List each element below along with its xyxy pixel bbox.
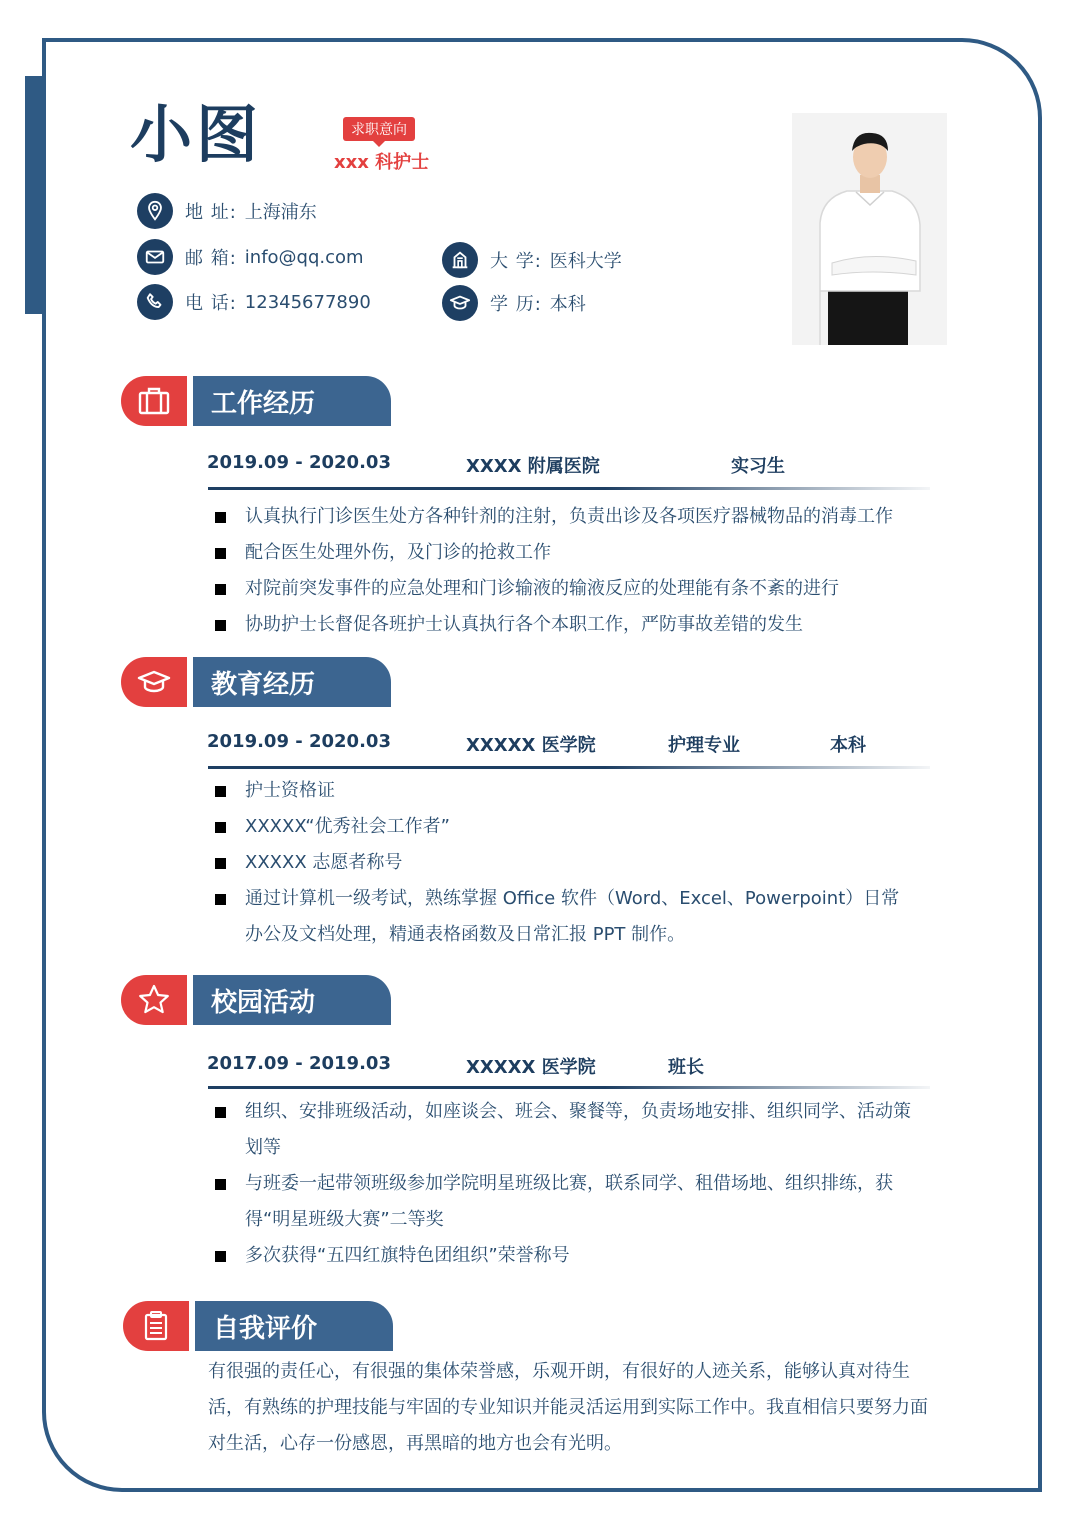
location-pin-icon [137, 193, 173, 229]
intent-value: xxx 科护士 [334, 152, 430, 173]
degree-value: 本科 [549, 294, 586, 315]
education-degree: 本科 [830, 735, 866, 756]
address-value: 上海浦东 [244, 202, 317, 223]
education-major: 护理专业 [668, 735, 740, 756]
campus-period: 2017.09 - 2019.03 [207, 1053, 391, 1074]
list-item: 协助护士长督促各班护士认真执行各个本职工作，严防事故差错的发生 [212, 607, 932, 643]
work-divider [208, 487, 930, 490]
contact-email [137, 239, 364, 275]
email-value: info@qq.com [244, 246, 364, 268]
building-icon [442, 242, 478, 278]
intent-tag: 求职意向 [343, 117, 415, 141]
work-period: 2019.09 - 2020.03 [207, 452, 391, 473]
degree-label: 学 历: [490, 294, 542, 315]
work-list [212, 499, 932, 643]
education-divider [208, 766, 930, 769]
campus-role: 班长 [668, 1057, 704, 1078]
list-item: 通过计算机一级考试，熟练掌握 Office 软件（Word、Excel、Powerpoint）日常办公及文档处理，精通表格函数及日常汇报 PPT 制作。 [212, 881, 912, 953]
university-value: 医科大学 [549, 251, 622, 272]
phone-icon [137, 284, 173, 320]
list-item: 组织、安排班级活动，如座谈会、班会、聚餐等，负责场地安排、组织同学、活动策划等 [212, 1094, 912, 1166]
section-campus-title: 校园活动 [191, 975, 391, 1025]
profile-photo [792, 113, 947, 345]
education-period: 2019.09 - 2020.03 [207, 731, 391, 752]
campus-school: XXXXX 医学院 [466, 1057, 596, 1078]
left-accent-bar [25, 76, 43, 314]
clipboard-icon [139, 1309, 173, 1343]
candidate-name: 小图 [130, 98, 263, 171]
section-education-title: 教育经历 [191, 657, 391, 707]
work-role: 实习生 [731, 456, 785, 477]
email-label: 邮 箱: [185, 248, 237, 269]
briefcase-icon [137, 384, 171, 418]
list-item: 多次获得“五四红旗特色团组织”荣誉称号 [212, 1238, 912, 1274]
contact-university [442, 242, 622, 278]
work-org: XXXX 附属医院 [466, 456, 600, 477]
self-evaluation-text: 有很强的责任心，有很强的集体荣誉感，乐观开朗，有很好的人迹关系，能够认真对待生活，有熟练的护理技能与牢固的专业知识并能灵活运用到实际工作中。我直相信只要努力面对生活，心存一份感恩，再黑暗的地方也会有光明。 [208, 1361, 928, 1454]
list-item: XXXXX“优秀社会工作者” [212, 809, 912, 845]
star-icon [137, 983, 171, 1017]
phone-label: 电 话: [185, 293, 237, 314]
list-item: 配合医生处理外伤，及门诊的抢救工作 [212, 535, 932, 571]
list-item: 对院前突发事件的应急处理和门诊输液的输液反应的处理能有条不紊的进行 [212, 571, 932, 607]
contact-address [137, 193, 317, 229]
education-list [212, 773, 912, 953]
graduation-cap-icon [137, 665, 171, 699]
contact-degree [442, 285, 586, 321]
section-work-title: 工作经历 [191, 376, 391, 426]
list-item: 认真执行门诊医生处方各种针剂的注射，负责出诊及各项医疗器械物品的消毒工作 [212, 499, 932, 535]
list-item: 护士资格证 [212, 773, 912, 809]
graduation-cap-icon [442, 285, 478, 321]
contact-phone [137, 284, 371, 320]
mail-icon [137, 239, 173, 275]
address-label: 地 址: [185, 202, 237, 223]
campus-list [212, 1094, 912, 1274]
education-school: XXXXX 医学院 [466, 735, 596, 756]
section-self-title: 自我评价 [193, 1301, 393, 1351]
list-item: 与班委一起带领班级参加学院明星班级比赛，联系同学、租借场地、组织排练，获得“明星班级大赛”二等奖 [212, 1166, 912, 1238]
university-label: 大 学: [490, 251, 542, 272]
phone-value: 12345677890 [244, 291, 371, 313]
list-item: XXXXX 志愿者称号 [212, 845, 912, 881]
campus-divider [208, 1086, 930, 1089]
